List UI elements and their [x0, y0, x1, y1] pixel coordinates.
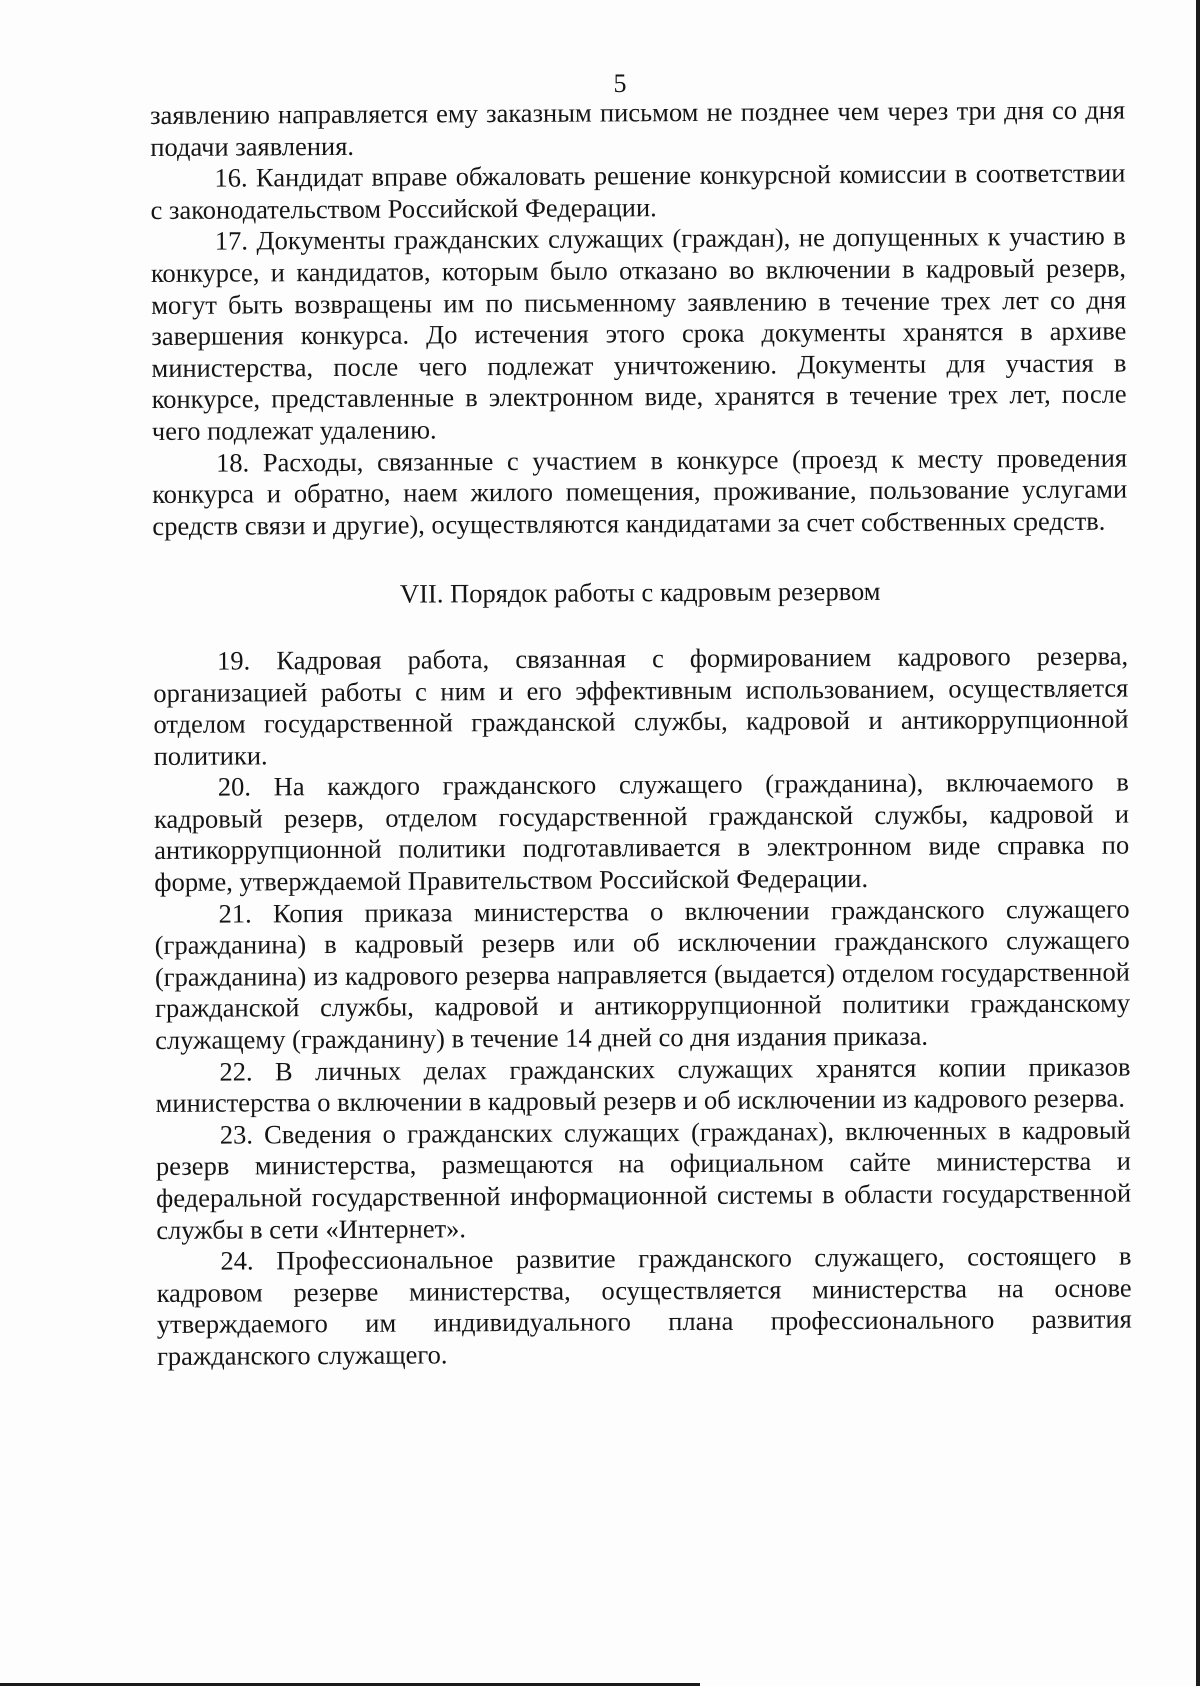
- scan-edge-bottom: [0, 1683, 700, 1686]
- paragraph-21: 21. Копия приказа министерства о включении гражданского служащего (гражданина) в кадровый резерв или об исключении гражданского служащего (гражданина) из кадрового резерва направляется (выдается) отделом государственной гражданской службы, кадровой и антикоррупционной политики гражданскому служащему (гражданину) в течение 14 дней со дня издания приказа.: [154, 893, 1131, 1056]
- paragraph-22: 22. В личных делах гражданских служащих хранятся копии приказов министерства о включении в кадровый резерв и об исключении из кадрового резерва.: [155, 1051, 1131, 1119]
- scan-edge-right: [1196, 0, 1200, 1697]
- paragraph-18: 18. Расходы, связанные с участием в конкурсе (проезд к месту проведения конкурса и обратно, наем жилого помещения, проживание, пользование услугами средств связи и другие), осуществляются кандидатами за счет собственных средств.: [152, 442, 1128, 541]
- page-number: 5: [613, 69, 627, 98]
- paragraph-17: 17. Документы гражданских служащих (граждан), не допущенных к участию в конкурсе, и кандидатов, которым было отказано во включении в кадровый резерв, могут быть возвращены им по письменному заявлению в течение трех лет со дня завершения конкурса. До истечения этого срока документы хранятся в архиве министерства, после чего подлежат уничтожению. Документы для участия в конкурсе, представленные в электронном виде, хранятся в течение трех лет, после чего подлежат удалению.: [150, 220, 1127, 446]
- paragraph-19: 19. Кадровая работа, связанная с формированием кадрового резерва, организацией работы с ним и его эффективным использованием, осуществляется отделом государственной гражданской службы, кадровой и антикоррупционной политики.: [153, 640, 1129, 771]
- paragraph-continuation: заявлению направляется ему заказным письмом не позднее чем через три дня со дня подачи заявления.: [150, 94, 1126, 162]
- document-body: [150, 95, 1133, 1500]
- section-heading: VII. Порядок работы с кадровым резервом: [399, 576, 881, 609]
- paragraph-20: 20. На каждого гражданского служащего (гражданина), включаемого в кадровый резерв, отделом государственной гражданской службы, кадровой и антикоррупционной политики подготавливается в электронном виде справка по форме, утверждаемой Правительством Российской Федерации.: [153, 766, 1130, 898]
- paragraph-24: 24. Профессиональное развитие гражданского служащего, состоящего в кадровом резерве министерства, осуществляется министерства на основе утверждаемого им индивидуального плана профессионального развития гражданского служащего.: [156, 1240, 1132, 1371]
- paragraph-23: 23. Сведения о гражданских служащих (гражданах), включенных в кадровый резерв министерства, размещаются на официальном сайте министерства и федеральной государственной информационной системы в области государственной службы в сети «Интернет».: [155, 1114, 1132, 1245]
- scan-margin-bottom: [0, 1686, 1200, 1697]
- paragraph-16: 16. Кандидат вправе обжаловать решение конкурсной комиссии в соответствии с законодательством Российской Федерации.: [150, 157, 1126, 225]
